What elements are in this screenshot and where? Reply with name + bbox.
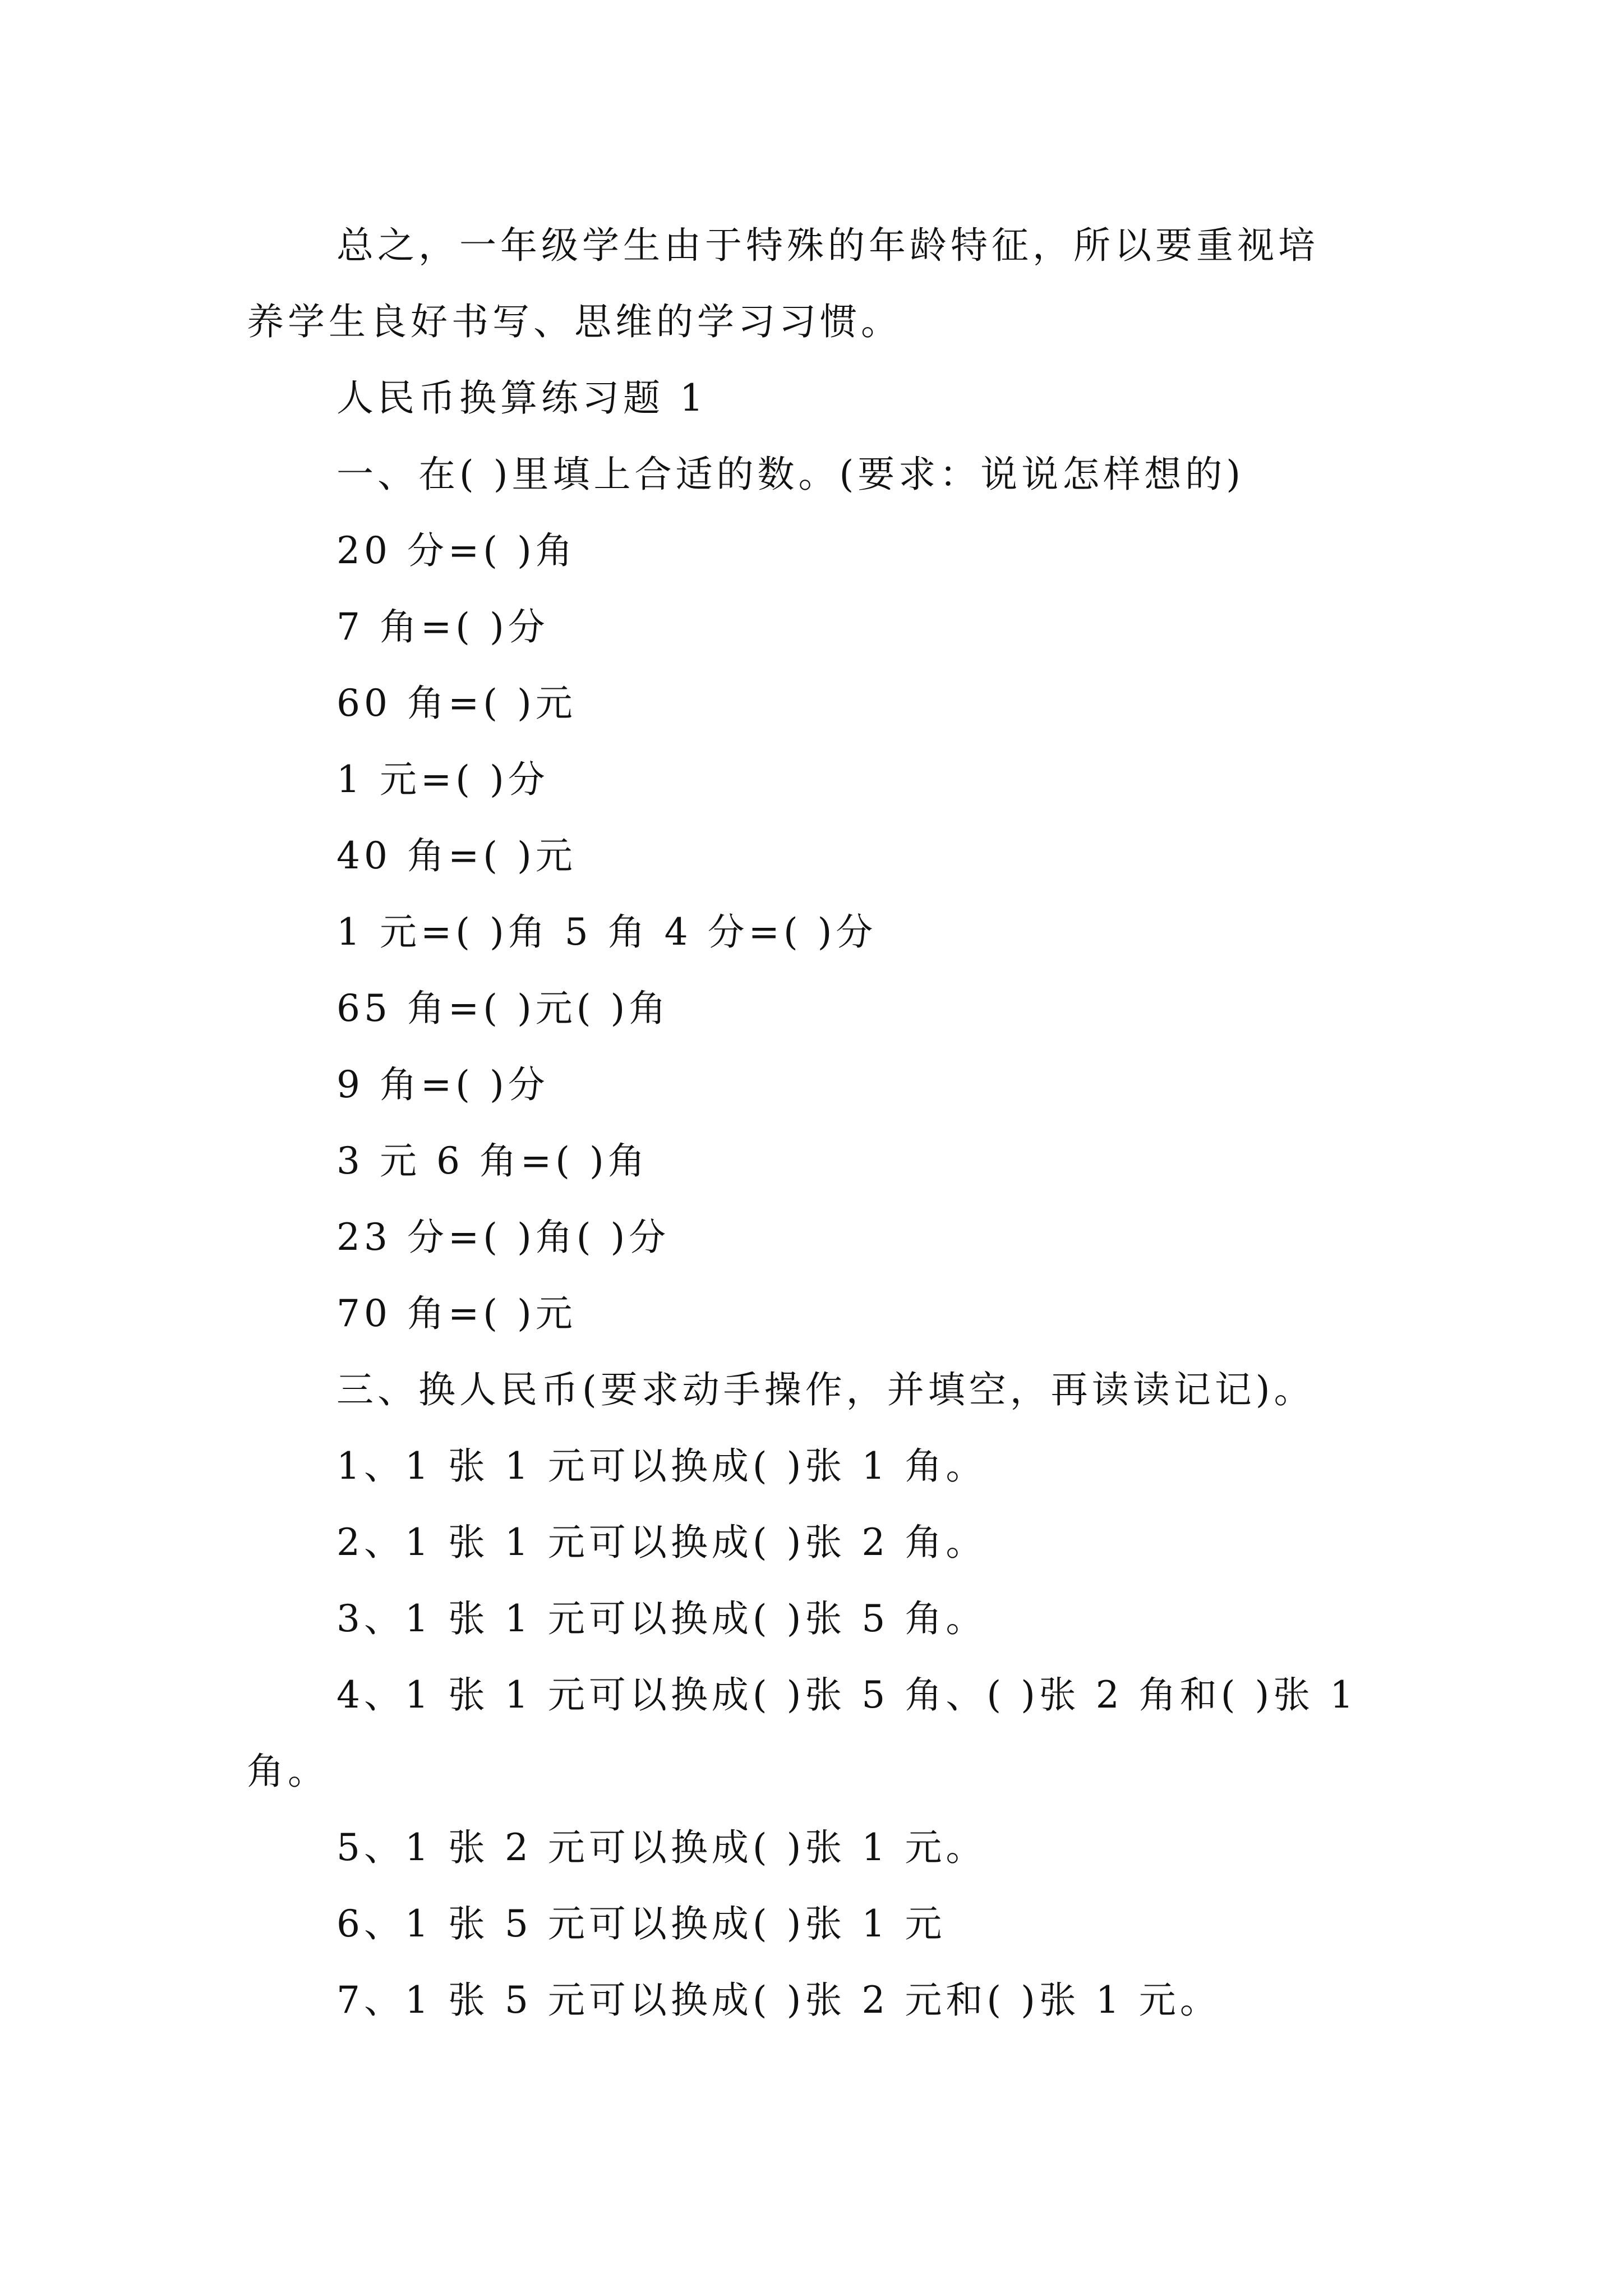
exchange-item-continuation: 角。: [247, 1750, 329, 1793]
exercise-item: 3 元 6 角=( )角: [336, 1139, 649, 1182]
exercise-item: 60 角=( )元: [336, 682, 577, 725]
exchange-item: 3、1 张 1 元可以换成( )张 5 角。: [336, 1597, 987, 1640]
exercise-item: 1 元=( )分: [336, 758, 549, 801]
exercise-item: 70 角=( )元: [336, 1292, 577, 1335]
exchange-item: 4、1 张 1 元可以换成( )张 5 角、( )张 2 角和( )张 1: [336, 1673, 1358, 1717]
document-body: [247, 208, 1391, 2039]
exercise-item: 20 分=( )角: [336, 529, 577, 572]
section-one-heading: 一、在( )里填上合适的数。(要求：说说怎样想的): [336, 453, 1244, 496]
exercise-item: 7 角=( )分: [336, 605, 549, 648]
exercise-item: 1 元=( )角 5 角 4 分=( )分: [336, 910, 877, 954]
exercise-item: 40 角=( )元: [336, 834, 577, 877]
exchange-item: 6、1 张 5 元可以换成( )张 1 元: [336, 1902, 946, 1945]
exchange-item: 1、1 张 1 元可以换成( )张 1 角。: [336, 1444, 987, 1488]
paragraph-summary-line-1: 总之，一年级学生由于特殊的年龄特征，所以要重视培: [336, 224, 1319, 267]
exercise-item: 65 角=( )元( )角: [336, 987, 670, 1030]
exercise-title: 人民币换算练习题 1: [336, 376, 707, 420]
exchange-item: 5、1 张 2 元可以换成( )张 1 元。: [336, 1826, 987, 1869]
section-three-heading: 三、换人民币(要求动手操作，并填空，再读读记记)。: [336, 1368, 1315, 1411]
exchange-item: 2、1 张 1 元可以换成( )张 2 角。: [336, 1521, 987, 1564]
exercise-item: 9 角=( )分: [336, 1063, 549, 1106]
paragraph-summary-line-2: 养学生良好书写、思维的学习习惯。: [247, 300, 902, 343]
exercise-item: 23 分=( )角( )分: [336, 1216, 670, 1259]
exchange-item: 7、1 张 5 元可以换成( )张 2 元和( )张 1 元。: [336, 1978, 1221, 2022]
